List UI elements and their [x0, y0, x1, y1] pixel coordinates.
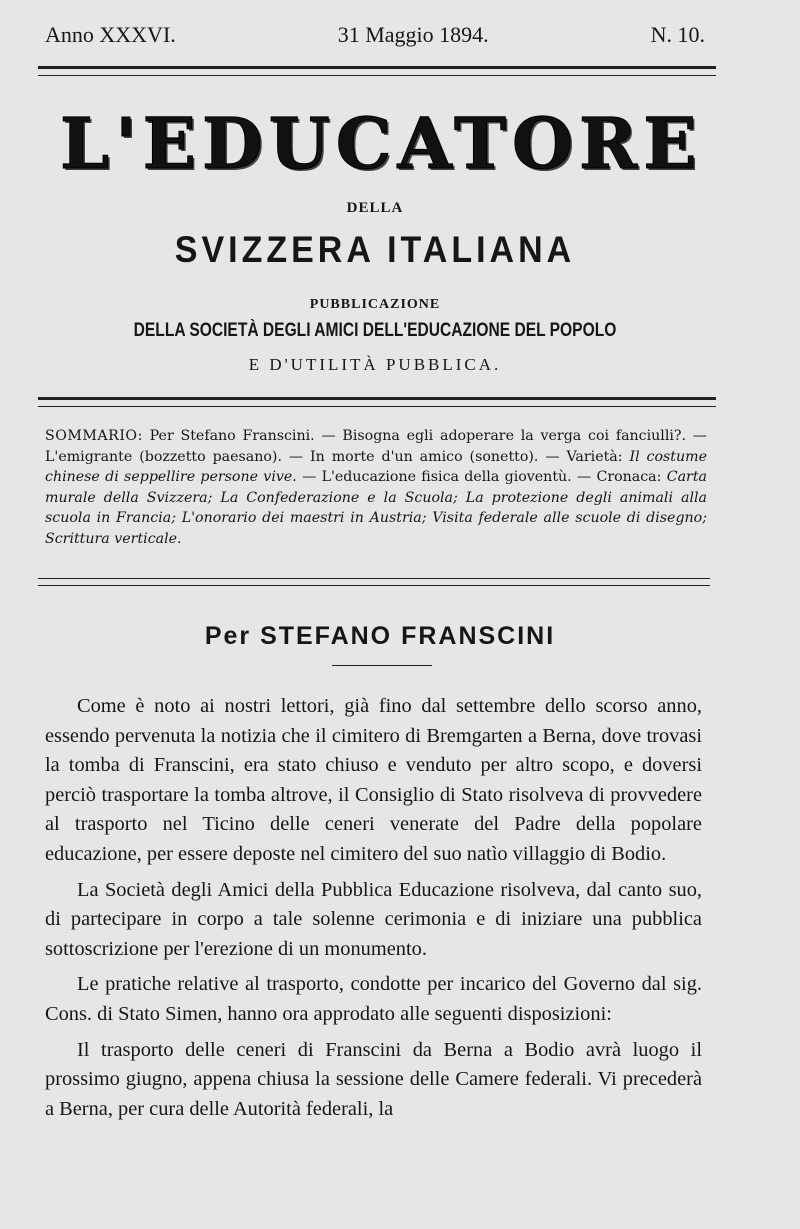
paragraph: Come è noto ai nostri lettori, già fino dal settembre dello scorso anno, essendo pervenuta la notizia che il cimitero di Bremgarten a Berna, dove trovasi la tomba di Franscini, era stato chiuso e venduto per altro scopo, e doversi perciò trasportare la tomba altrove, il Consiglio di Stato risolveva di provvedere al trasporto nel Ticino delle ceneri venerate del Padre della popolare educazione, per essere deposte nel cimitero del suo natìo villaggio di Bodio. — [45, 695, 702, 865]
summary-label: SOMMARIO: — [45, 428, 143, 444]
summary-text-2: — L'educazione fisica della gioventù. — Cronaca: — [296, 469, 667, 485]
masthead-subtitle: SVIZZERA ITALIANA — [174, 229, 576, 271]
masthead-pubblicazione: PUBBLICAZIONE — [309, 297, 441, 312]
summary-block — [45, 426, 707, 549]
volume-label: Anno XXXVI. — [45, 22, 176, 47]
summary-text-1: Per Stefano Franscini. — Bisogna egli adoperare la verga coi fanciulli?. — L'emigrante (bozzetto paesano). — In morte d'un amico (sonetto). — Varietà: — [45, 428, 707, 465]
summary-rule — [38, 578, 710, 586]
summary-italic-2: Carta murale della Svizzera; La Confederazione e la Scuola; La protezione degli animali alla scuola in Francia; L'onorario dei maestri in Austria; Visita federale alle scuole di disegno; Scrittura verticale. — [45, 469, 707, 547]
summary-italic-1: Il costume chinese di seppellire persone vive. — [45, 448, 707, 485]
paragraph: La Società degli Amici della Pubblica Educazione risolveva, dal canto suo, di partecipare in corpo a tale solenne cerimonia e di iniziare una pubblica sottoscrizione per l'erezione di un monumento. — [45, 878, 702, 960]
masthead-title: L'EDUCATORE — [60, 102, 703, 185]
masthead-societa: DELLA SOCIETÀ DEGLI AMICI DELL'EDUCAZIONE DEL POPOLO — [133, 320, 617, 341]
article-body — [45, 692, 702, 1124]
issue-date: 31 Maggio 1894. — [337, 22, 489, 47]
paragraph: Le pratiche relative al trasporto, condotte per incarico del Governo dal sig. Cons. di Stato Simen, hanno ora approdato alle seguenti disposizioni: — [45, 973, 702, 1025]
title-rule — [332, 665, 432, 666]
masthead-utilita: E D'UTILITÀ PUBBLICA. — [248, 355, 502, 374]
masthead-rule — [38, 397, 716, 407]
header-rule — [38, 66, 716, 76]
masthead-della: DELLA — [346, 200, 404, 216]
article-title: Per STEFANO FRANSCINI — [204, 622, 556, 650]
issue-header — [45, 22, 705, 48]
paragraph: Il trasporto delle ceneri di Franscini da Berna a Bodio avrà luogo il prossimo giugno, appena chiusa la sessione delle Camere federali. Vi precederà a Berna, per cura delle Autorità federali, la — [45, 1038, 702, 1120]
issue-number: N. 10. — [650, 22, 705, 47]
